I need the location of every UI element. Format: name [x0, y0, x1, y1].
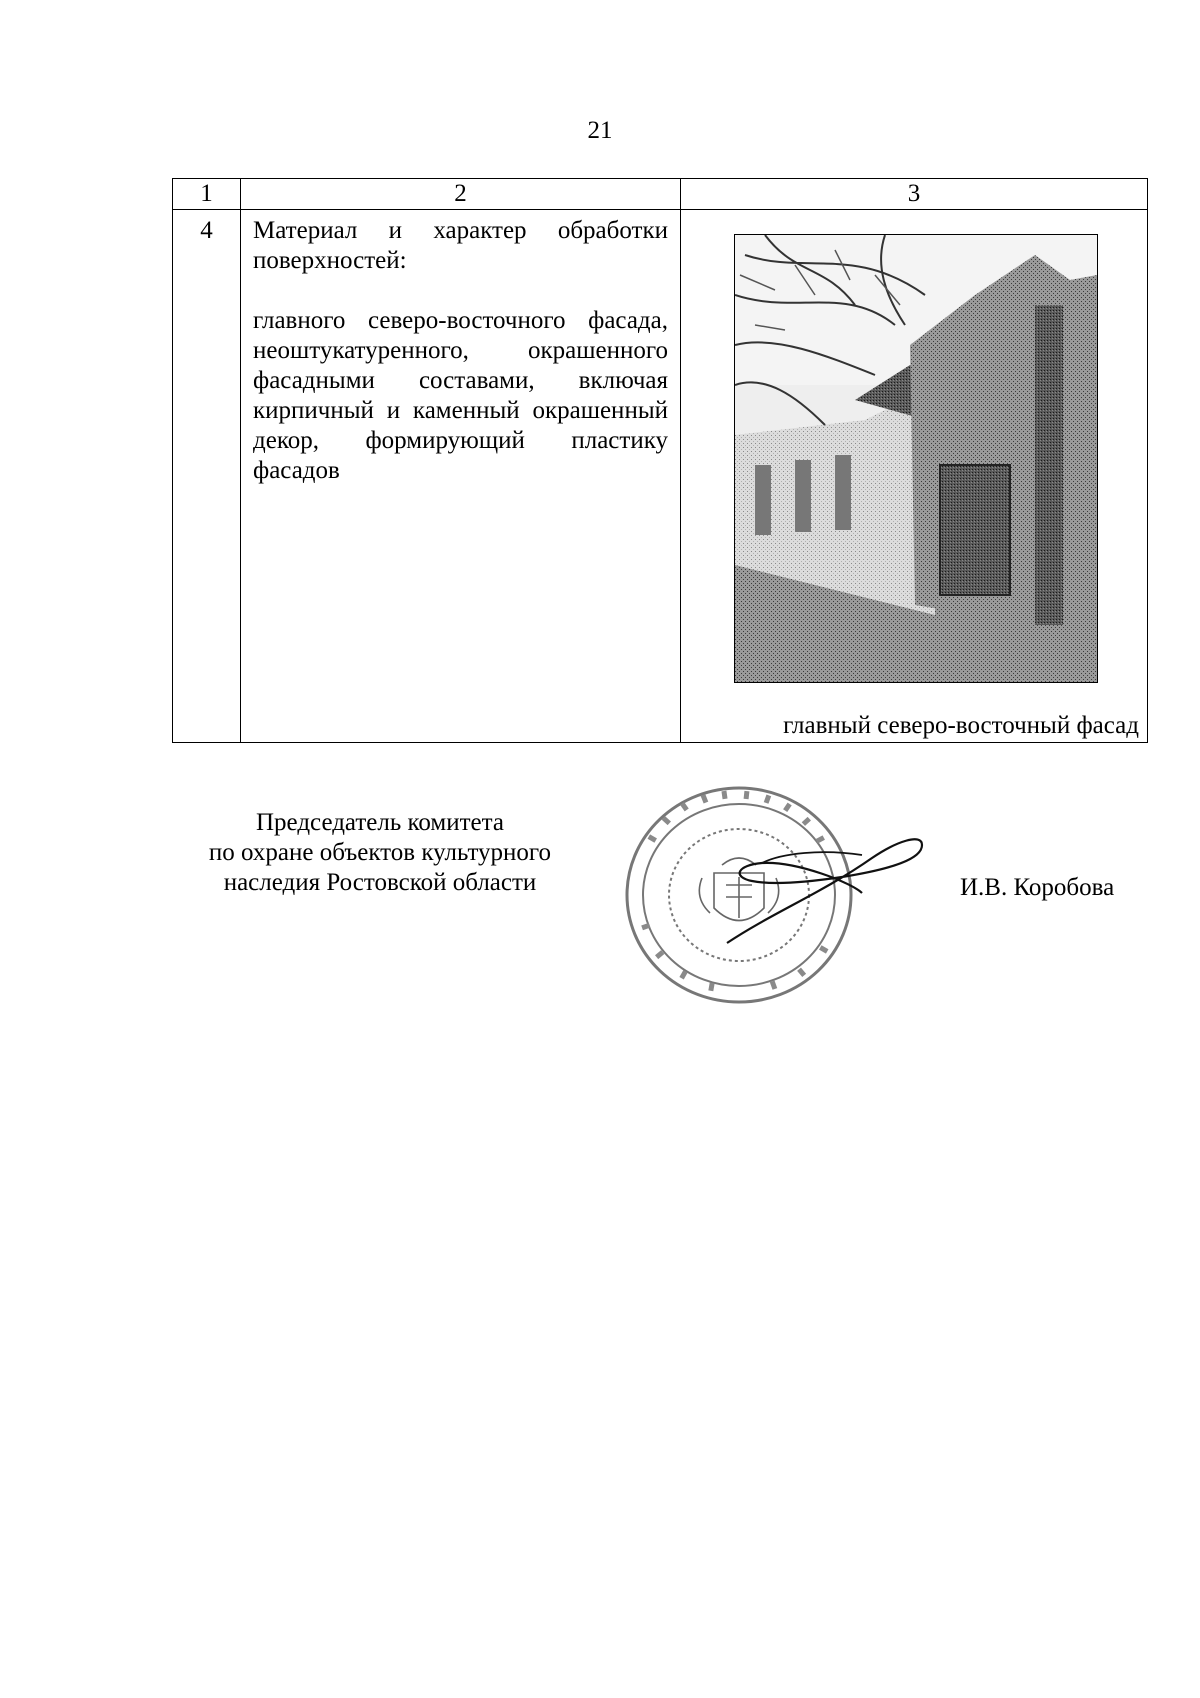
description-body: главного северо-восточного фасада, неоштукатуренного, окрашенного фасадными составами, включая кирпичный и каменный окрашенный декор, формирующий пластику фасадов	[253, 307, 668, 484]
building-photo-icon	[734, 234, 1098, 683]
column-header: 3	[681, 179, 1148, 210]
signatory-title	[160, 808, 600, 898]
signatory-line: наследия Ростовской области	[223, 869, 537, 896]
description-cell	[241, 210, 681, 743]
description-title: Материал и характер обработки поверхностей:	[253, 217, 668, 274]
table-row	[173, 210, 1148, 743]
heritage-table	[172, 178, 1148, 743]
photo-caption: главный северо-восточный фасад	[783, 712, 1139, 739]
column-header: 1	[173, 179, 241, 210]
page-number: 21	[587, 117, 613, 144]
photo-cell	[681, 210, 1148, 743]
official-seal-icon	[622, 773, 942, 1018]
row-number: 4	[173, 210, 241, 743]
column-header: 2	[241, 179, 681, 210]
signatory-line: по охране объектов культурного	[208, 839, 552, 866]
signer-name: И.В. Коробова	[960, 874, 1115, 901]
table-header-row	[173, 179, 1148, 210]
signatory-line: Председатель комитета	[256, 809, 504, 836]
